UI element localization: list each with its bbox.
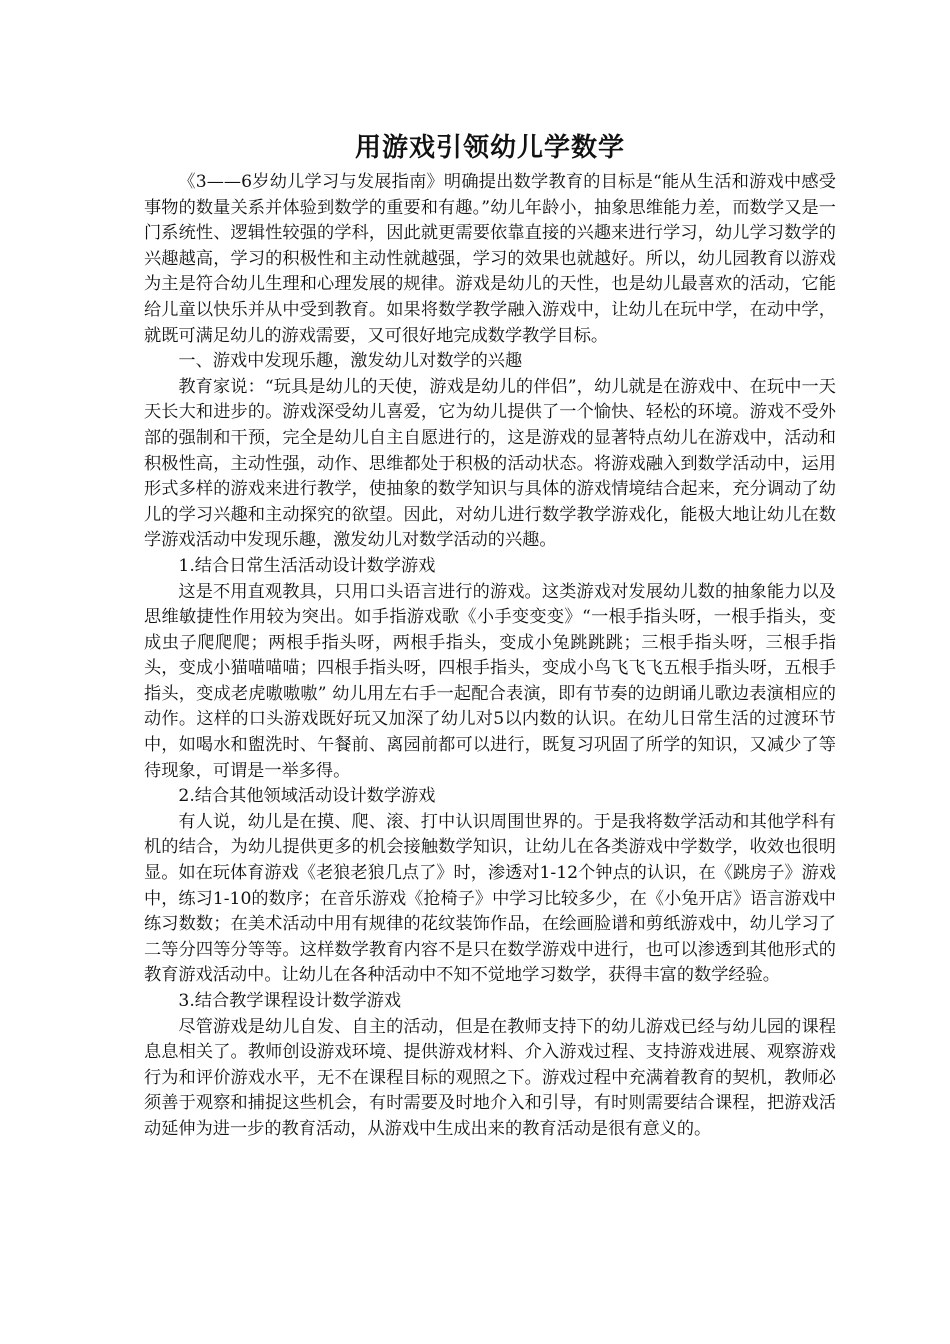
subsection-heading-3: 3.结合教学课程设计数学游戏: [178, 991, 402, 1011]
intro-paragraph: 《3——6岁幼儿学习与发展指南》明确提出数学教育的目标是“能从生活和游戏中感受事物的数量关系并体验到数学的重要和有趣。”幼儿年龄小，抽象思维能力差，而数学又是一门系统性、逻辑性较强的学科，因此就更需要依靠直接的兴趣来进行学习，幼儿学习数学的兴趣越高，学习的积极性和主动性就越强，学习的效果也就越好。所以，幼儿园教育以游戏为主是符合幼儿生理和心理发展的规律。游戏是幼儿的天性，也是幼儿最喜欢的活动，它能给儿童以快乐并从中受到教育。如果将数学教学融入游戏中，让幼儿在玩中学，在动中学，就既可满足幼儿的游戏需要，又可很好地完成数学教学目标。: [144, 172, 836, 346]
subsection-2-paragraph: 有人说，幼儿是在摸、爬、滚、打中认识周围世界的。于是我将数学活动和其他学科有机的结合，为幼儿提供更多的机会接触数学知识，让幼儿在各类游戏中学数学，收效也很明显。如在玩体育游戏《老狼老狼几点了》时，渗透对1-12个钟点的认识，在《跳房子》游戏中，练习1-10的数序；在音乐游戏《抢椅子》中学习比较多少，在《小兔开店》语言游戏中练习数数；在美术活动中用有规律的花纹装饰作品，在绘画脸谱和剪纸游戏中，幼儿学习了二等分四等分等等。这样数学教育内容不是只在数学游戏中进行，也可以渗透到其他形式的教育游戏活动中。让幼儿在各种活动中不知不觉地学习数学，获得丰富的数学经验。: [144, 811, 836, 986]
document-title: 用游戏引领幼儿学数学: [354, 133, 625, 163]
section-heading-1: 一、游戏中发现乐趣，激发幼儿对数学的兴趣: [178, 351, 523, 372]
subsection-3-paragraph: 尽管游戏是幼儿自发、自主的活动，但是在教师支持下的幼儿游戏已经与幼儿园的课程息息相关了。教师创设游戏环境、提供游戏材料、介入游戏过程、支持游戏进展、观察游戏行为和评价游戏水平，无不在课程目标的观照之下。游戏过程中充满着教育的契机，教师必须善于观察和捕捉这些机会，有时需要及时地介入和引导，有时则需要结合课程，把游戏活动延伸为进一步的教育活动，从游戏中生成出来的教育活动是很有意义的。: [144, 1016, 836, 1139]
section-1-paragraph: 教育家说：“玩具是幼儿的天使，游戏是幼儿的伴侣”，幼儿就是在游戏中、在玩中一天天长大和进步的。游戏深受幼儿喜爱，它为幼儿提供了一个愉快、轻松的环境。游戏不受外部的强制和干预，完全是幼儿自主自愿进行的，这是游戏的显著特点幼儿在游戏中，活动和积极性高，主动性强，动作、思维都处于积极的活动状态。将游戏融入到数学活动中，运用形式多样的游戏来进行教学，使抽象的数学知识与具体的游戏情境结合起来，充分调动了幼儿的学习兴趣和主动探究的欲望。因此，对幼儿进行数学教学游戏化，能极大地让幼儿在数学游戏活动中发现乐趣，激发幼儿对数学活动的兴趣。: [144, 376, 836, 551]
subsection-heading-1: 1.结合日常生活活动设计数学游戏: [178, 555, 436, 576]
document-page: [144, 128, 836, 1143]
subsection-heading-2: 2.结合其他领域活动设计数学游戏: [178, 786, 436, 807]
subsection-1-paragraph: 这是不用直观教具，只用口头语言进行的游戏。这类游戏对发展幼儿数的抽象能力以及思维敏捷性作用较为突出。如手指游戏歌《小手变变变》“一根手指头呀，一根手指头，变成虫子爬爬爬；两根手指头呀，两根手指头，变成小兔跳跳跳；三根手指头呀，三根手指头，变成小猫喵喵喵；四根手指头呀，四根手指头，变成小鸟飞飞飞五根手指头呀，五根手指头，变成老虎嗷嗷嗷” 幼儿用左右手一起配合表演，即有节奏的边朗诵儿歌边表演相应的动作。这样的口头游戏既好玩又加深了幼儿对5以内数的认识。在幼儿日常生活的过渡环节中，如喝水和盥洗时、午餐前、离园前都可以进行，既复习巩固了所学的知识，又减少了等待现象，可谓是一举多得。: [144, 581, 836, 781]
